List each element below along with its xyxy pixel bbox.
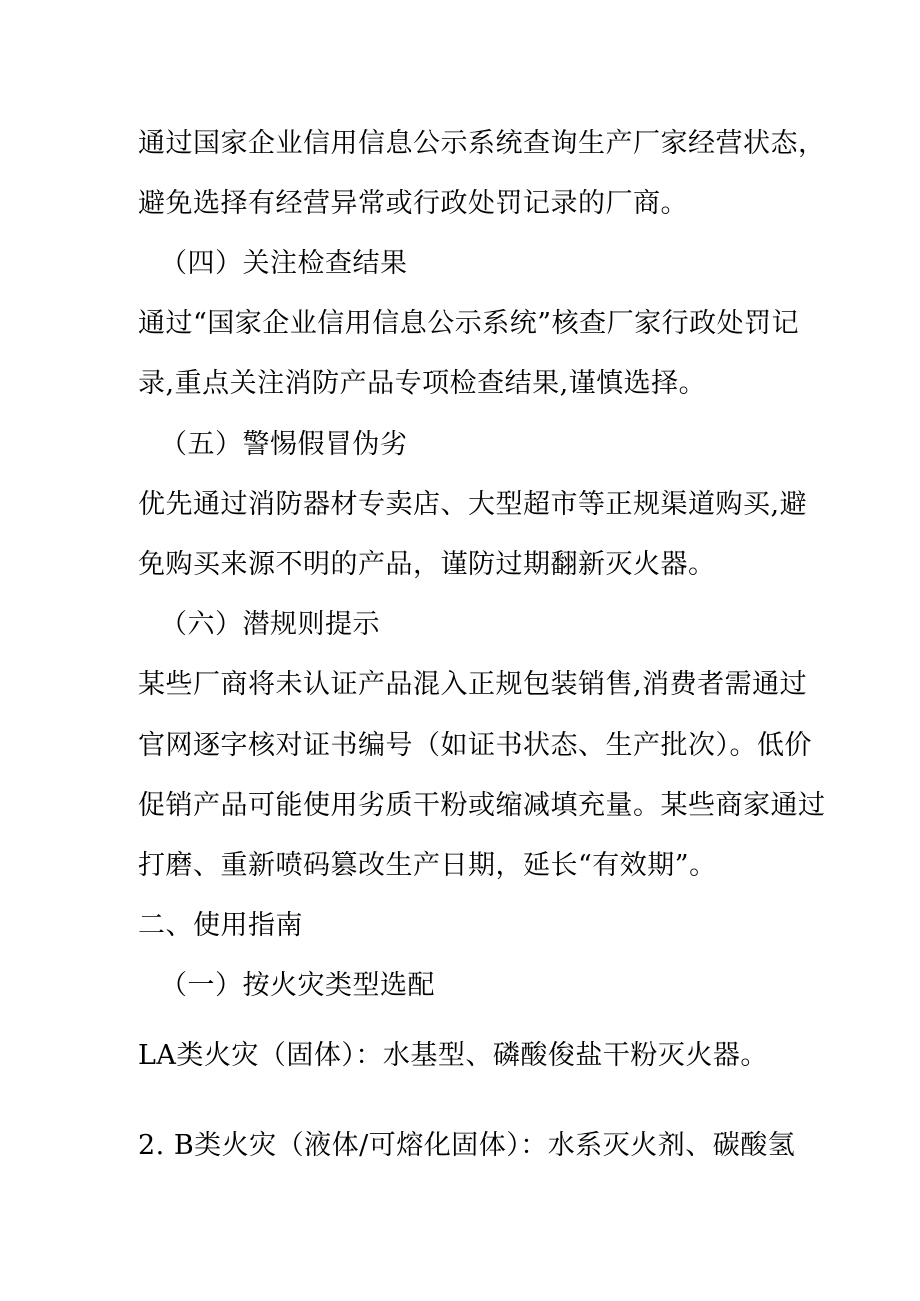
section-heading: （五）警惕假冒伪劣 bbox=[160, 429, 408, 460]
paragraph-line: 优先通过消防器材专卖店、大型超市等正规渠道购买,避 bbox=[138, 489, 808, 520]
paragraph-line: 打磨、重新喷码篡改生产日期，延长“有效期”。 bbox=[138, 850, 717, 881]
list-item: 2. B类火灾（液体/可熔化固体）：水系灭火剂、碳酸氢 bbox=[138, 1130, 796, 1161]
paragraph-line: 通过“国家企业信用信息公示系统”核查厂家行政处罚记 bbox=[138, 308, 800, 339]
chapter-heading: 二、使用指南 bbox=[138, 910, 303, 941]
list-item: LA类火灾（固体）：水基型、磷酸俊盐干粉灭火器。 bbox=[138, 1040, 768, 1071]
paragraph-line: 促销产品可能使用劣质干粉或缩减填充量。某些商家通过 bbox=[138, 790, 826, 821]
paragraph-line: 官网逐字核对证书编号（如证书状态、生产批次）。低价 bbox=[138, 730, 812, 761]
paragraph-line: 通过国家企业信用信息公示系统查询生产厂家经营状态， bbox=[138, 128, 826, 159]
paragraph-line: 录,重点关注消防产品专项检查结果,谨慎选择。 bbox=[138, 368, 707, 399]
paragraph-line: 避免选择有经营异常或行政处罚记录的厂商。 bbox=[138, 188, 688, 219]
paragraph-line: 免购买来源不明的产品，谨防过期翻新灭火器。 bbox=[138, 549, 716, 580]
paragraph-line: 某些厂商将未认证产品混入正规包装销售,消费者需通过 bbox=[138, 669, 808, 700]
section-heading: （六）潜规则提示 bbox=[160, 609, 380, 640]
section-heading: （一）按火灾类型选配 bbox=[160, 970, 435, 1001]
section-heading: （四）关注检查结果 bbox=[160, 248, 408, 279]
